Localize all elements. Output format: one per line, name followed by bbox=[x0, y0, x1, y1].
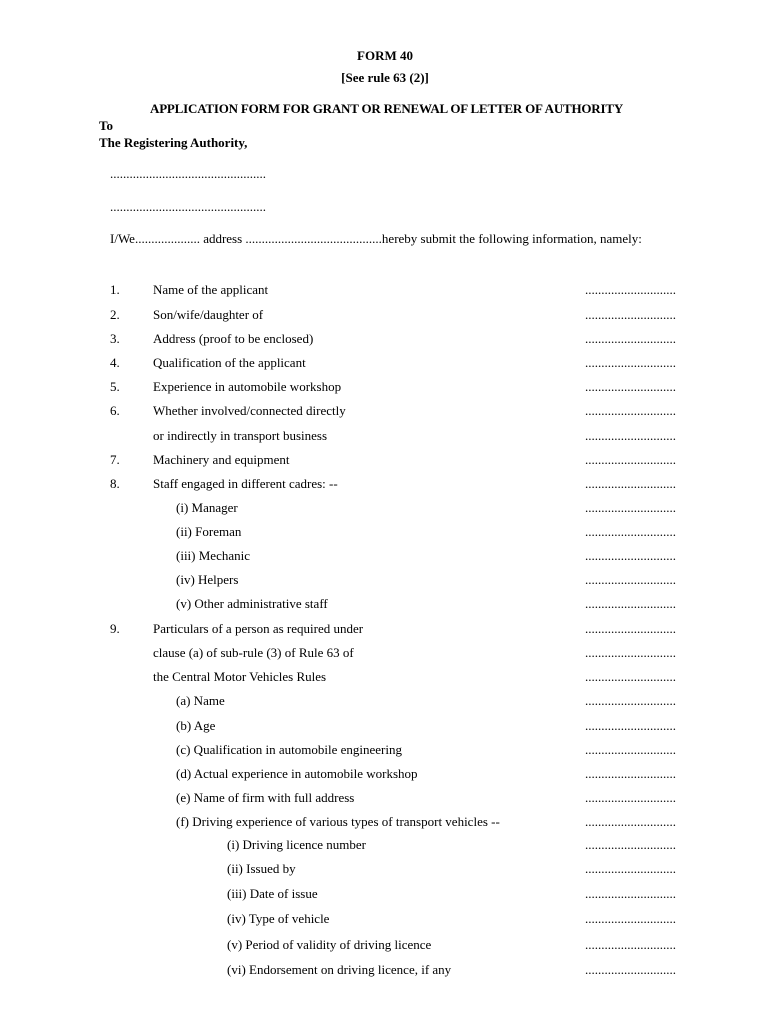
fill-in-dots[interactable]: ............................ bbox=[585, 524, 676, 539]
item-label: (ii) Issued by bbox=[227, 861, 296, 876]
fill-in-dots[interactable]: ............................ bbox=[585, 718, 676, 733]
item-label: (iii) Date of issue bbox=[227, 886, 318, 901]
to-label: To bbox=[99, 118, 113, 133]
fill-in-dots[interactable]: ............................ bbox=[585, 355, 676, 370]
item-number: 9. bbox=[110, 621, 120, 636]
item-label: Whether involved/connected directly bbox=[153, 403, 346, 418]
fill-in-dots[interactable]: ............................ bbox=[585, 861, 676, 876]
item-label: (iv) Type of vehicle bbox=[227, 911, 330, 926]
item-label: (e) Name of firm with full address bbox=[176, 790, 355, 805]
fill-in-dots[interactable]: ............................ bbox=[585, 282, 676, 297]
item-label: Particulars of a person as required under bbox=[153, 621, 364, 636]
item-number: 2. bbox=[110, 307, 120, 322]
item-label: Son/wife/daughter of bbox=[153, 307, 264, 322]
fill-in-dots[interactable]: ............................ bbox=[585, 693, 676, 708]
item-label: the Central Motor Vehicles Rules bbox=[153, 669, 327, 684]
fill-in-dots[interactable]: ............................ bbox=[585, 669, 676, 684]
fill-in-dots[interactable]: ............................ bbox=[585, 886, 676, 901]
item-label: (c) Qualification in automobile engineering bbox=[176, 742, 402, 757]
item-number: 7. bbox=[110, 452, 120, 467]
item-label: Qualification of the applicant bbox=[153, 355, 306, 370]
item-number: 1. bbox=[110, 282, 120, 297]
item-label: Staff engaged in different cadres: -- bbox=[153, 476, 338, 491]
item-label: (iii) Mechanic bbox=[176, 548, 250, 563]
item-label: (iv) Helpers bbox=[176, 572, 239, 587]
item-label: (b) Age bbox=[176, 718, 216, 733]
fill-in-dots[interactable]: ............................ bbox=[585, 596, 676, 611]
item-label: or indirectly in transport business bbox=[153, 428, 328, 443]
item-number: 4. bbox=[110, 355, 120, 370]
address-line-2: ................................................ bbox=[110, 199, 266, 214]
fill-in-dots[interactable]: ............................ bbox=[585, 742, 676, 757]
fill-in-dots[interactable]: ............................ bbox=[585, 307, 676, 322]
item-label: (f) Driving experience of various types of transport vehicles -- bbox=[176, 814, 500, 829]
item-label: (a) Name bbox=[176, 693, 225, 708]
item-label: Name of the applicant bbox=[153, 282, 269, 297]
item-label: (i) Manager bbox=[176, 500, 238, 515]
authority-label: The Registering Authority, bbox=[99, 135, 248, 150]
fill-in-dots[interactable]: ............................ bbox=[585, 572, 676, 587]
fill-in-dots[interactable]: ............................ bbox=[585, 911, 676, 926]
item-label: Address (proof to be enclosed) bbox=[153, 331, 314, 346]
rule-reference: [See rule 63 (2)] bbox=[341, 70, 429, 85]
fill-in-dots[interactable]: ............................ bbox=[585, 837, 676, 852]
item-number: 8. bbox=[110, 476, 120, 491]
fill-in-dots[interactable]: ............................ bbox=[585, 379, 676, 394]
page-title: APPLICATION FORM FOR GRANT OR RENEWAL OF LETTER OF AUTHORITY bbox=[150, 101, 624, 116]
item-label: Machinery and equipment bbox=[153, 452, 290, 467]
fill-in-dots[interactable]: ............................ bbox=[585, 428, 676, 443]
form-number: FORM 40 bbox=[357, 48, 413, 63]
fill-in-dots[interactable]: ............................ bbox=[585, 331, 676, 346]
item-number: 6. bbox=[110, 403, 120, 418]
fill-in-dots[interactable]: ............................ bbox=[585, 645, 676, 660]
item-label: (v) Period of validity of driving licence bbox=[227, 937, 432, 952]
fill-in-dots[interactable]: ............................ bbox=[585, 476, 676, 491]
fill-in-dots[interactable]: ............................ bbox=[585, 500, 676, 515]
item-label: (i) Driving licence number bbox=[227, 837, 366, 852]
item-number: 3. bbox=[110, 331, 120, 346]
fill-in-dots[interactable]: ............................ bbox=[585, 766, 676, 781]
item-label: (vi) Endorsement on driving licence, if any bbox=[227, 962, 452, 977]
fill-in-dots[interactable]: ............................ bbox=[585, 403, 676, 418]
fill-in-dots[interactable]: ............................ bbox=[585, 790, 676, 805]
item-label: (ii) Foreman bbox=[176, 524, 242, 539]
item-label: Experience in automobile workshop bbox=[153, 379, 342, 394]
fill-in-dots[interactable]: ............................ bbox=[585, 937, 676, 952]
item-label: clause (a) of sub-rule (3) of Rule 63 of bbox=[153, 645, 354, 660]
fill-in-dots[interactable]: ............................ bbox=[585, 452, 676, 467]
item-label: (d) Actual experience in automobile workshop bbox=[176, 766, 418, 781]
address-line-1: ................................................ bbox=[110, 166, 266, 181]
fill-in-dots[interactable]: ............................ bbox=[585, 621, 676, 636]
item-number: 5. bbox=[110, 379, 120, 394]
item-label: (v) Other administrative staff bbox=[176, 596, 328, 611]
fill-in-dots[interactable]: ............................ bbox=[585, 814, 676, 829]
fill-in-dots[interactable]: ............................ bbox=[585, 548, 676, 563]
intro-statement: I/We.................... address ..........................................hereby submit the following information, namely: bbox=[110, 231, 642, 246]
fill-in-dots[interactable]: ............................ bbox=[585, 962, 676, 977]
